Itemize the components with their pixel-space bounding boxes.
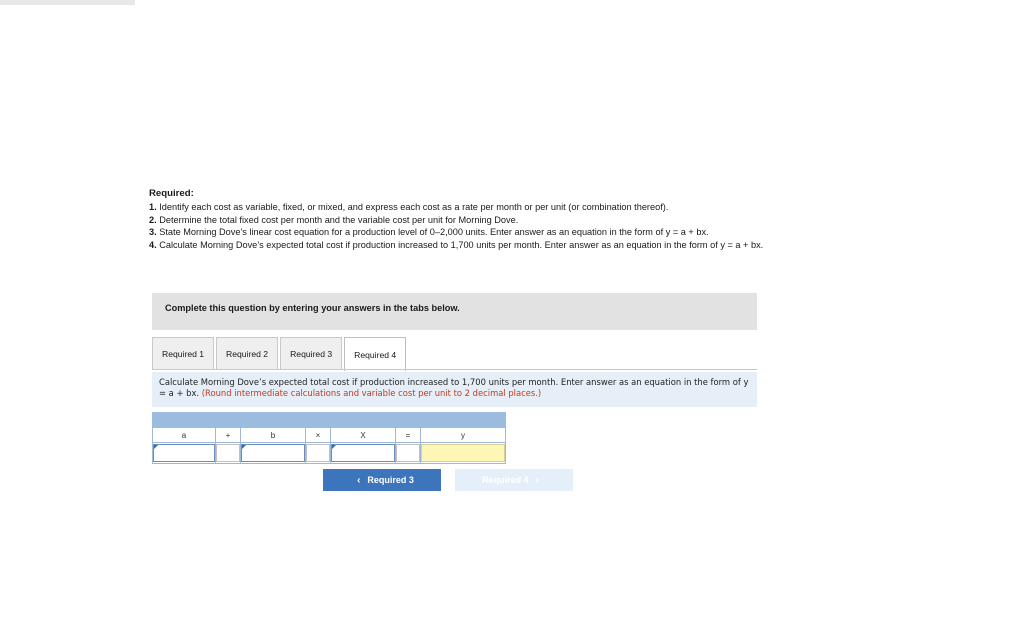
complete-question-banner: Complete this question by entering your answers in the tabs below. bbox=[152, 293, 757, 330]
tab-required-1[interactable]: Required 1 bbox=[152, 337, 214, 369]
instruction-panel bbox=[152, 372, 757, 407]
times-cell bbox=[306, 444, 330, 462]
required-item-1: 1. Identify each cost as variable, fixed, or mixed, and express each cost as a rate per month or per unit (or combination thereof). bbox=[149, 201, 669, 212]
header-times: × bbox=[306, 428, 331, 443]
table-header-strip bbox=[153, 413, 506, 428]
chevron-left-icon: ‹ bbox=[357, 474, 361, 486]
equals-cell bbox=[396, 444, 420, 462]
required-heading: Required: bbox=[149, 188, 194, 199]
result-y bbox=[421, 444, 505, 462]
tab-divider bbox=[152, 369, 757, 370]
next-button-label: Required 4 bbox=[482, 475, 529, 485]
rounding-note: (Round intermediate calculations and variable cost per unit to 2 decimal places.) bbox=[201, 388, 542, 398]
input-b[interactable] bbox=[241, 444, 305, 462]
table-input-row bbox=[153, 443, 506, 464]
required-item-3: 3. State Morning Dove’s linear cost equation for a production level of 0–2,000 units. Enter answer as an equation in the form of y = a + bx. bbox=[149, 227, 709, 238]
header-y: y bbox=[421, 428, 506, 443]
header-equals: = bbox=[396, 428, 421, 443]
header-plus: + bbox=[216, 428, 241, 443]
previous-button-label: Required 3 bbox=[367, 475, 414, 485]
table-header-row bbox=[153, 428, 506, 443]
tab-required-3[interactable]: Required 3 bbox=[280, 337, 342, 369]
previous-required-button[interactable] bbox=[323, 469, 441, 491]
instruction-text: Calculate Morning Dove’s expected total cost if production increased to 1,700 units per month. Enter answer as an equation in the form of y = a + bx. bbox=[159, 377, 749, 398]
input-x[interactable] bbox=[331, 444, 395, 462]
header-a: a bbox=[153, 428, 216, 443]
tab-bar bbox=[152, 337, 408, 370]
tab-required-2[interactable]: Required 2 bbox=[216, 337, 278, 369]
chevron-right-icon: › bbox=[535, 474, 539, 486]
tab-required-4[interactable]: Required 4 bbox=[344, 337, 406, 371]
top-progress-strip bbox=[0, 0, 135, 5]
required-item-2: 2. Determine the total fixed cost per month and the variable cost per unit for Morning Dove. bbox=[149, 214, 519, 225]
cost-equation-table bbox=[152, 412, 506, 464]
required-instructions bbox=[149, 188, 821, 252]
input-a[interactable] bbox=[153, 444, 215, 462]
plus-cell bbox=[216, 444, 240, 462]
header-b: b bbox=[241, 428, 306, 443]
required-item-4: 4. Calculate Morning Dove’s expected total cost if production increased to 1,700 units per month. Enter answer as an equation in the form of y = a + bx. bbox=[149, 240, 764, 251]
next-required-button[interactable] bbox=[455, 469, 573, 491]
header-x: X bbox=[331, 428, 396, 443]
